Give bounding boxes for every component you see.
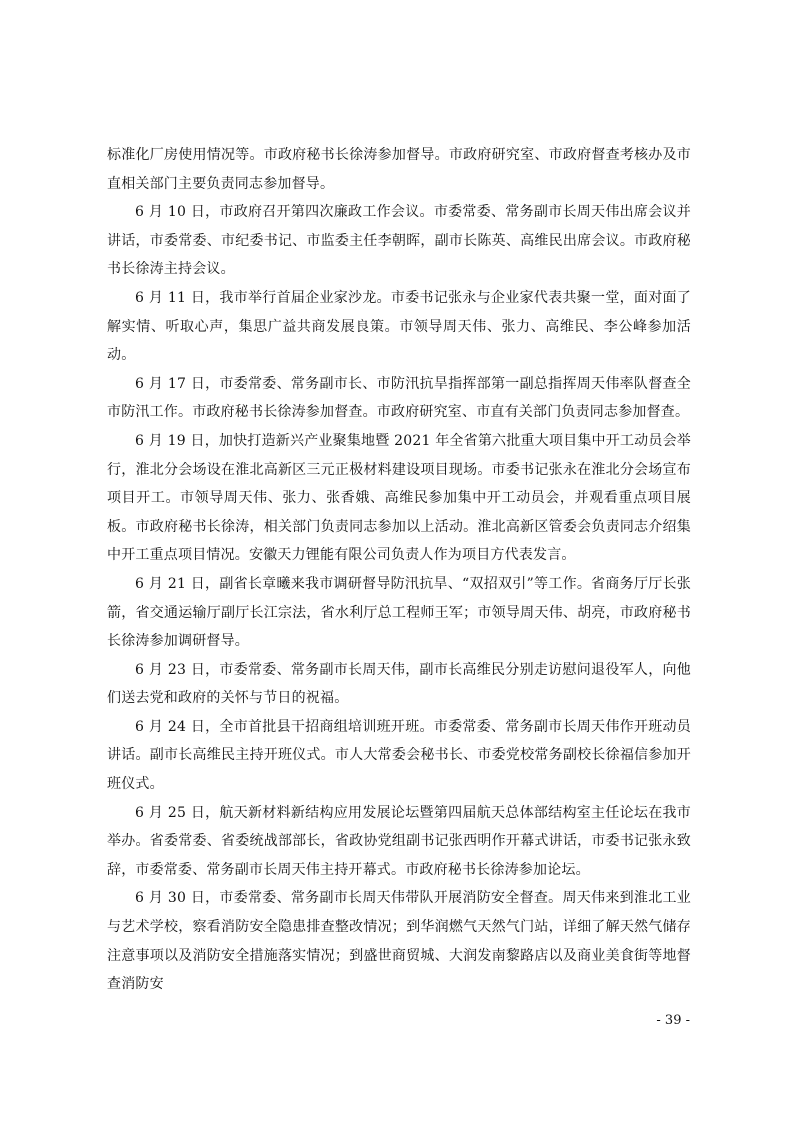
paragraph-june-23: 6 月 23 日，市委常委、常务副市长周天伟，副市长高维民分别走访慰问退役军人，向他们送去党和政府的关怀与节日的祝福。 — [107, 661, 691, 707]
paragraph-june-21: 6 月 21 日，副省长章曦来我市调研督导防汛抗旱、“双招双引”等工作。省商务厅厅长张箭，省交通运输厅副厅长江宗法，省水利厅总工程师王军；市领导周天伟、胡亮，市政府秘书长徐涛参加调研督导。 — [107, 575, 691, 650]
paragraph-june-11: 6 月 11 日，我市举行首届企业家沙龙。市委书记张永与企业家代表共聚一堂，面对面了解实情、听取心声，集思广益共商发展良策。市领导周天伟、张力、高维民、李公峰参加活动。 — [107, 289, 691, 364]
paragraph-june-25: 6 月 25 日，航天新材料新结构应用发展论坛暨第四届航天总体部结构室主任论坛在我市举办。省委常委、省委统战部部长，省政协党组副书记张西明作开幕式讲话，市委书记张永致辞，市委常委、常务副市长周天伟主持开幕式。市政府秘书长徐涛参加论坛。 — [107, 804, 691, 878]
paragraph-june-24: 6 月 24 日，全市首批县干招商组培训班开班。市委常委、常务副市长周天伟作开班动员讲话。副市长高维民主持开班仪式。市人大常委会秘书长、市委党校常务副校长徐福信参加开班仪式。 — [107, 718, 691, 793]
paragraph-june-17: 6 月 17 日，市委常委、常务副市长、市防汛抗旱指挥部第一副总指挥周天伟率队督查全市防汛工作。市政府秘书长徐涛参加督查。市政府研究室、市直有关部门负责同志参加督查。 — [107, 375, 691, 421]
paragraph-june-30: 6 月 30 日，市委常委、常务副市长周天伟带队开展消防安全督查。周天伟来到淮北工业与艺术学校，察看消防安全隐患排查整改情况；到华润燃气天然气门站，详细了解天然气储存注意事项以及消防安全措施落实情况；到盛世商贸城、大润发南黎路店以及商业美食街等地督查消防安 — [107, 890, 691, 993]
paragraph-june-19: 6 月 19 日，加快打造新兴产业聚集地暨 2021 年全省第六批重大项目集中开工动员会举行，淮北分会场设在淮北高新区三元正极材料建设项目现场。市委书记张永在淮北分会场宣布项目开工。市领导周天伟、张力、张香娥、高维民参加集中开工动员会，并观看重点项目展板。市政府秘书长徐涛，相关部门负责同志参加以上活动。淮北高新区管委会负责同志介绍集中开工重点项目情况。安徽天力锂能有限公司负责人作为项目方代表发言。 — [107, 432, 691, 564]
document-body — [107, 141, 691, 999]
paragraph-continuation: 标准化厂房使用情况等。市政府秘书长徐涛参加督导。市政府研究室、市政府督查考核办及市直相关部门主要负责同志参加督导。 — [107, 147, 691, 192]
page-number: - 39 - — [656, 1013, 690, 1028]
paragraph-june-10: 6 月 10 日，市政府召开第四次廉政工作会议。市委常委、常务副市长周天伟出席会议并讲话，市委常委、市纪委书记、市监委主任李朝晖，副市长陈英、高维民出席会议。市政府秘书长徐涛主持会议。 — [107, 204, 691, 278]
